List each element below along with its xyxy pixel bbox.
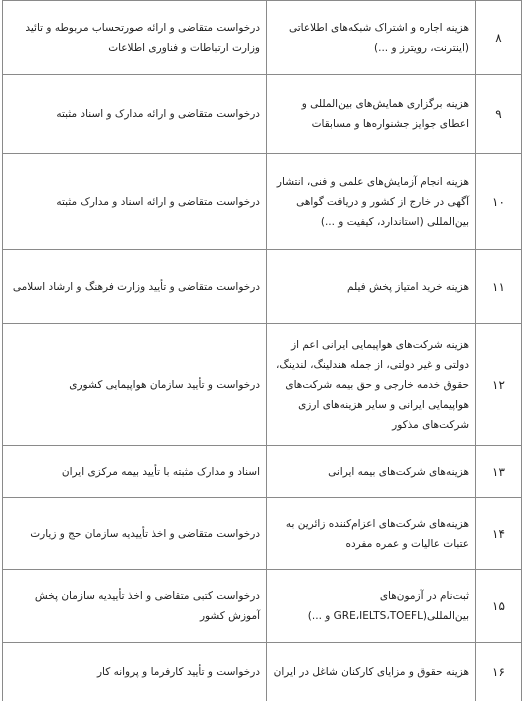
approval-condition: درخواست و تأیید کارفرما و پروانه کار <box>3 643 267 701</box>
approval-condition: درخواست متقاضی و تأیید وزارت فرهنگ و ارشاد اسلامی <box>3 250 267 324</box>
row-number: ۱۰ <box>476 154 522 250</box>
table-row <box>3 250 522 324</box>
row-number: ۱۳ <box>476 446 522 498</box>
approval-condition: درخواست متقاضی و ارائه صورتحساب مربوطه و تائید وزارت ارتباطات و فناوری اطلاعات <box>3 1 267 75</box>
row-number: ۱۵ <box>476 570 522 643</box>
table-row <box>3 570 522 643</box>
approval-condition: درخواست متقاضی و ارائه اسناد و مدارک مثبته <box>3 154 267 250</box>
approval-condition: درخواست و تأیید سازمان هواپیمایی کشوری <box>3 324 267 446</box>
table-row <box>3 75 522 154</box>
row-number: ۱۴ <box>476 498 522 570</box>
cost-description: هزینه خرید امتیاز پخش فیلم <box>267 250 476 324</box>
cost-description: هزینه اجاره و اشتراک شبکه‌های اطلاعاتی (اینترنت، رویترز و ...) <box>267 1 476 75</box>
table-row <box>3 154 522 250</box>
row-number: ۱۶ <box>476 643 522 701</box>
row-number: ۹ <box>476 75 522 154</box>
row-number: ۱۲ <box>476 324 522 446</box>
table-row <box>3 498 522 570</box>
row-number: ۸ <box>476 1 522 75</box>
approval-condition: درخواست متقاضی و ارائه مدارک و اسناد مثبته <box>3 75 267 154</box>
table-row <box>3 643 522 701</box>
cost-description: هزینه حقوق و مزایای کارکنان شاغل در ایران <box>267 643 476 701</box>
row-number: ۱۱ <box>476 250 522 324</box>
cost-description: هزینه‌های شرکت‌های بیمه ایرانی <box>267 446 476 498</box>
table-row <box>3 446 522 498</box>
approval-condition: اسناد و مدارک مثبته با تأیید بیمه مرکزی ایران <box>3 446 267 498</box>
approval-condition: درخواست کتبی متقاضی و اخذ تأییدیه سازمان پخش آموزش کشور <box>3 570 267 643</box>
table-row <box>3 324 522 446</box>
cost-description: هزینه شرکت‌های هواپیمایی ایرانی اعم از دولتی و غیر دولتی، از جمله هندلینگ، لندینگ، حقوق خدمه خارجی و حق بیمه شرکت‌های هواپیمایی ایرانی و سایر هزینه‌های ارزی شرکت‌های مذکور <box>267 324 476 446</box>
cost-table <box>2 0 522 701</box>
cost-description: هزینه برگزاری همایش‌های بین‌المللی و اعطای جوایز جشنواره‌ها و مسابقات <box>267 75 476 154</box>
cost-description: هزینه‌های شرکت‌های اعزام‌کننده زائرین به عتبات عالیات و عمره مفرده <box>267 498 476 570</box>
table-row <box>3 1 522 75</box>
cost-description: ثبت‌نام در آزمون‌های بین‌المللی(GRE،IELTS،TOEFL و ...) <box>267 570 476 643</box>
cost-description: هزینه انجام آزمایش‌های علمی و فنی، انتشار آگهی در خارج از کشور و دریافت گواهی بین‌المللی (استاندارد، کیفیت و ...) <box>267 154 476 250</box>
approval-condition: درخواست متقاضی و اخذ تأییدیه سازمان حج و زیارت <box>3 498 267 570</box>
